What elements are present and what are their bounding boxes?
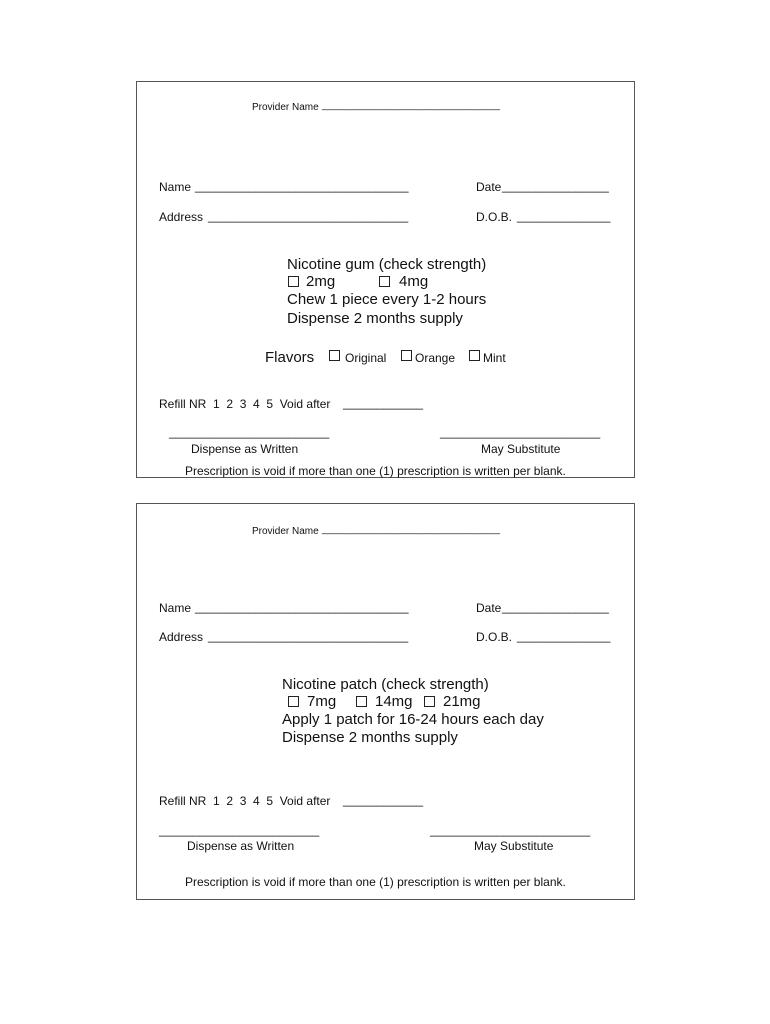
strength-21mg-checkbox[interactable]	[424, 696, 435, 707]
strength-14mg-label: 14mg	[375, 693, 413, 710]
flavor-orange-checkbox[interactable]	[401, 350, 412, 361]
patient-name-line[interactable]: ________________________________	[195, 600, 409, 614]
address-label: Address	[159, 210, 204, 224]
signature-line-substitute[interactable]: ________________________	[430, 823, 591, 837]
drug-title: Nicotine patch (check strength)	[282, 676, 489, 693]
date-line[interactable]: ________________	[502, 600, 609, 614]
dispense-text: Dispense 2 months supply	[282, 729, 458, 746]
prescription-blank-gum	[136, 81, 635, 478]
signature-line-substitute[interactable]: ________________________	[440, 425, 601, 439]
flavor-original-label: Original	[345, 351, 387, 365]
address-label: Address	[159, 630, 204, 644]
flavor-orange-label: Orange	[415, 351, 456, 365]
directions-text: Apply 1 patch for 16-24 hours each day	[282, 711, 544, 728]
void-notice: Prescription is void if more than one (1) prescription is written per blank.	[185, 875, 566, 889]
drug-title: Nicotine gum (check strength)	[287, 256, 487, 273]
date-label: Date	[476, 601, 502, 615]
patient-name-label: Name	[159, 180, 192, 194]
provider-name-line[interactable]: ________________________________	[322, 524, 500, 535]
strength-4mg-checkbox[interactable]	[379, 276, 390, 287]
void-notice: Prescription is void if more than one (1) prescription is written per blank.	[185, 464, 566, 478]
flavor-mint-checkbox[interactable]	[469, 350, 480, 361]
strength-2mg-label: 2mg	[306, 273, 336, 290]
prescription-blank-patch	[136, 503, 635, 900]
dob-line[interactable]: ______________	[517, 629, 611, 643]
refill-text: Refill NR 1 2 3 4 5 Void after	[159, 397, 331, 411]
signature-line-daw[interactable]: ________________________	[159, 823, 320, 837]
refill-text: Refill NR 1 2 3 4 5 Void after	[159, 794, 331, 808]
date-label: Date	[476, 180, 502, 194]
provider-name-label: Provider Name	[252, 526, 319, 537]
dispense-as-written-label: Dispense as Written	[191, 442, 299, 456]
address-line[interactable]: ______________________________	[208, 629, 409, 643]
address-line[interactable]: ______________________________	[208, 209, 409, 223]
flavor-mint-label: Mint	[483, 351, 506, 365]
patient-name-line[interactable]: ________________________________	[195, 179, 409, 193]
void-after-line[interactable]: ____________	[343, 793, 424, 807]
patient-name-label: Name	[159, 601, 192, 615]
strength-7mg-checkbox[interactable]	[288, 696, 299, 707]
may-substitute-label: May Substitute	[474, 839, 554, 853]
directions-text: Chew 1 piece every 1-2 hours	[287, 291, 487, 308]
dispense-as-written-label: Dispense as Written	[187, 839, 295, 853]
flavor-original-checkbox[interactable]	[329, 350, 340, 361]
signature-line-daw[interactable]: ________________________	[169, 425, 330, 439]
dob-label: D.O.B.	[476, 630, 513, 644]
provider-name-line[interactable]: ________________________________	[322, 100, 500, 111]
flavors-label: Flavors	[265, 349, 315, 366]
dob-line[interactable]: ______________	[517, 209, 611, 223]
strength-4mg-label: 4mg	[399, 273, 429, 290]
dob-label: D.O.B.	[476, 210, 513, 224]
strength-7mg-label: 7mg	[307, 693, 337, 710]
void-after-line[interactable]: ____________	[343, 396, 424, 410]
date-line[interactable]: ________________	[502, 179, 609, 193]
dispense-text: Dispense 2 months supply	[287, 310, 463, 327]
strength-2mg-checkbox[interactable]	[288, 276, 299, 287]
strength-21mg-label: 21mg	[443, 693, 481, 710]
strength-14mg-checkbox[interactable]	[356, 696, 367, 707]
provider-name-label: Provider Name	[252, 102, 319, 113]
may-substitute-label: May Substitute	[481, 442, 561, 456]
